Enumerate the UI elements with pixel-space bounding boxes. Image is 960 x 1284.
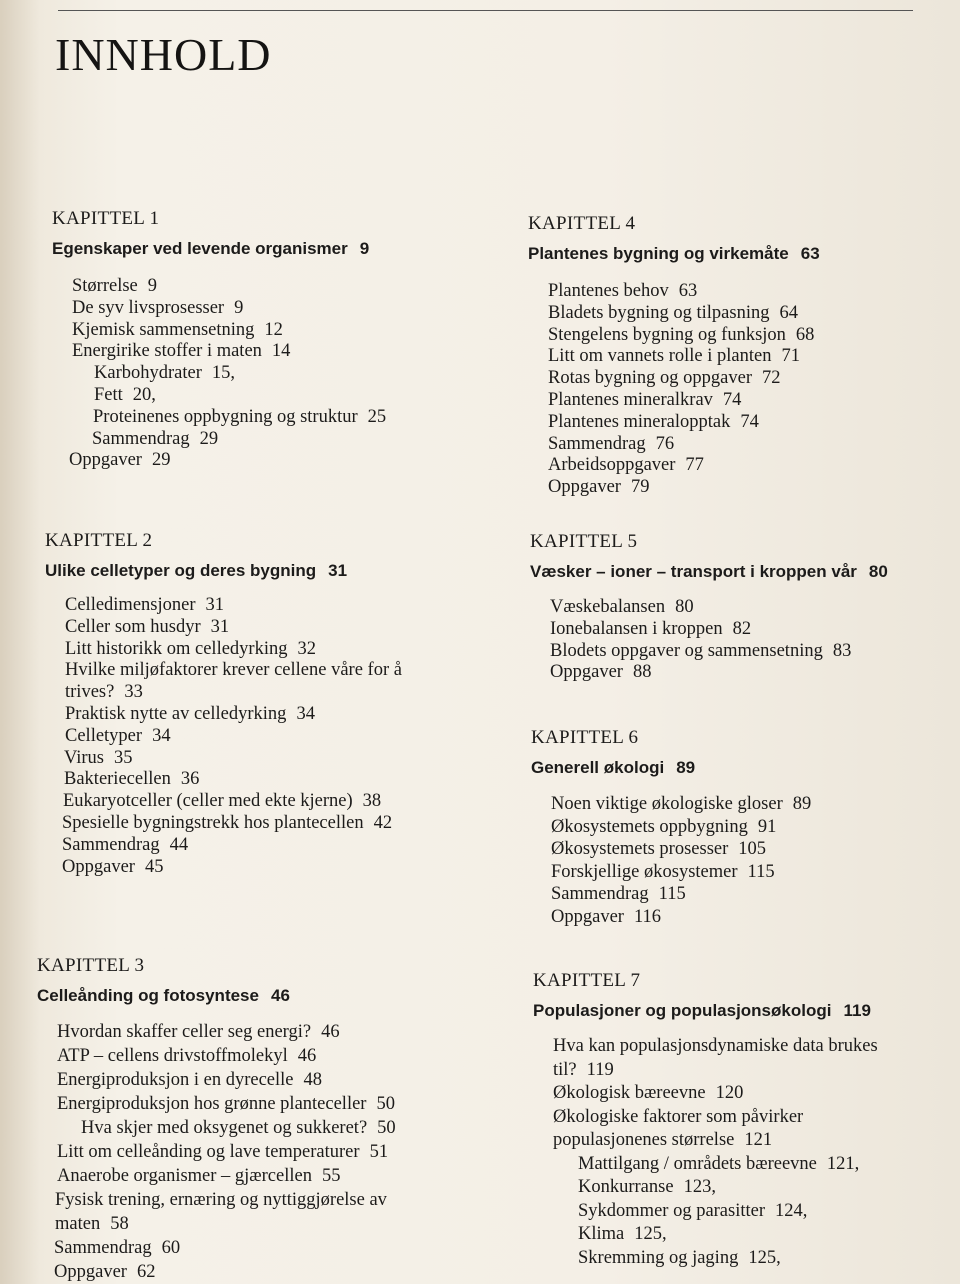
entry-page: 51: [369, 1142, 389, 1162]
toc-entry: [528, 325, 928, 347]
entry-text: Sammendrag: [92, 428, 190, 449]
chapter-label: KAPITTEL 1: [52, 208, 160, 229]
entry-text: Celletyper: [65, 725, 143, 746]
entry-text: Forskjellige økosystemer: [551, 861, 738, 882]
entry-page: 46: [297, 1046, 317, 1066]
entry-page: 115: [747, 861, 775, 882]
toc-entry: [45, 704, 465, 726]
entry-text: Væskebalansen: [550, 597, 666, 617]
entry-text: Karbohydrater: [94, 363, 202, 384]
toc-entry: [37, 1020, 477, 1044]
toc-entries: [531, 793, 931, 928]
entry-text: Sammendrag: [62, 834, 160, 855]
toc-entry: [528, 346, 928, 368]
toc-entry: [528, 455, 928, 477]
entry-page: 9: [147, 276, 158, 296]
entry-text: Celledimensjoner: [65, 595, 196, 615]
chapter-label: KAPITTEL 6: [531, 727, 639, 748]
entry-text: Celler som husdyr: [65, 616, 201, 637]
entry-text: Økologisk bæreevne: [553, 1083, 706, 1103]
entry-text: Rotas bygning og oppgaver: [548, 368, 752, 389]
entry-page: 58: [110, 1214, 129, 1234]
toc-entry: [37, 1188, 477, 1212]
toc-entry: [531, 838, 931, 861]
entry-text: Klima: [578, 1224, 625, 1244]
entry-text: Noen viktige økologiske gloser: [551, 794, 783, 814]
chapter-page-number: 89: [676, 758, 696, 777]
entry-page: 63: [678, 281, 698, 301]
entry-page: 125,: [748, 1247, 781, 1268]
entry-page: 64: [779, 302, 798, 323]
entry-page: 12: [264, 319, 283, 340]
entry-page: 88: [632, 662, 652, 683]
toc-subentry: [52, 363, 452, 385]
toc-entry: [530, 597, 940, 619]
entry-page: 25: [367, 406, 387, 427]
entry-text: trives?: [65, 682, 115, 703]
entry-page: 123,: [683, 1177, 716, 1197]
toc-entry: [528, 281, 928, 303]
toc-entry: [45, 813, 465, 835]
adjacent-page-edge: [0, 30, 18, 550]
entry-text: Sammendrag: [54, 1238, 152, 1258]
entry-page: 121,: [826, 1153, 860, 1174]
chapter-section: [530, 531, 940, 684]
chapter-label: KAPITTEL 5: [530, 531, 638, 552]
entry-text: Bakteriecellen: [64, 769, 171, 790]
page-title: INNHOLD: [55, 29, 272, 80]
entry-text: Anaerobe organismer – gjærcellen: [57, 1166, 312, 1186]
toc-subentry: [37, 1116, 477, 1140]
toc-entry: [52, 450, 452, 472]
entry-text: Litt om vannets rolle i planten: [548, 346, 772, 367]
entry-page: 44: [169, 834, 189, 855]
toc-entry: [45, 835, 465, 857]
entry-text: Plantenes mineralopptak: [548, 411, 731, 432]
entry-page: 50: [376, 1094, 395, 1114]
entry-page: 60: [161, 1238, 181, 1258]
toc-entry: [531, 793, 931, 816]
entry-text: Oppgaver: [551, 906, 624, 927]
entry-page: 72: [762, 368, 781, 389]
toc-entry: [37, 1212, 477, 1236]
entry-text: Oppgaver: [54, 1262, 127, 1282]
entry-page: 46: [321, 1022, 340, 1042]
entry-page: 120: [715, 1083, 744, 1103]
entry-text: til?: [553, 1059, 577, 1080]
entry-page: 36: [180, 769, 200, 790]
entry-text: Hvilke miljøfaktorer krever cellene våre for å: [65, 660, 402, 681]
entry-text: Plantenes mineralkrav: [548, 389, 713, 410]
entry-text: Sykdommer og parasitter: [578, 1200, 766, 1221]
entry-page: 35: [114, 747, 133, 768]
entry-page: 77: [685, 455, 704, 476]
chapter-label: KAPITTEL 2: [45, 530, 153, 551]
entry-text: Fysisk trening, ernæring og nyttiggjørelse av: [55, 1190, 387, 1210]
toc-entry: [37, 1260, 477, 1284]
entry-text: Spesielle bygningstrekk hos plantecellen: [62, 812, 364, 833]
entry-page: 68: [795, 324, 815, 345]
entry-page: 79: [630, 477, 650, 498]
chapter-title-text: Plantenes bygning og virkemåte: [528, 244, 789, 263]
entry-page: 115: [658, 884, 686, 904]
chapter-title: [37, 986, 477, 1006]
toc-entries: [528, 281, 928, 499]
entry-text: Oppgaver: [548, 477, 621, 498]
chapter-title: [45, 561, 465, 581]
toc-entry: [528, 434, 928, 456]
toc-entry: [37, 1164, 477, 1188]
entry-page: 119: [586, 1059, 614, 1080]
toc-entry: [45, 682, 465, 704]
chapter-page-number: 46: [270, 986, 290, 1005]
toc-entries: [37, 1020, 477, 1284]
entry-text: Oppgaver: [550, 662, 623, 683]
toc-entry: [533, 1059, 943, 1083]
entry-text: populasjonenes størrelse: [553, 1130, 735, 1150]
toc-entry: [530, 662, 940, 684]
entry-page: 29: [199, 428, 219, 449]
entry-page: 32: [297, 638, 316, 659]
chapter-label: KAPITTEL 4: [528, 213, 636, 234]
entry-page: 55: [321, 1166, 341, 1186]
entry-page: 31: [210, 616, 230, 637]
chapter-title: [533, 1001, 943, 1021]
toc-entry: [528, 368, 928, 390]
entry-page: 34: [296, 703, 315, 724]
entry-page: 116: [633, 906, 662, 927]
toc-subentry: [533, 1176, 943, 1200]
toc-entries: [533, 1035, 943, 1270]
entry-text: Oppgaver: [69, 450, 142, 471]
entry-text: Hvordan skaffer celler seg energi?: [57, 1022, 312, 1042]
entry-page: 121: [744, 1130, 773, 1150]
entry-text: Økologiske faktorer som påvirker: [553, 1106, 804, 1127]
toc-entry: [37, 1140, 477, 1164]
chapter-section: [528, 213, 928, 499]
entry-text: Stengelens bygning og funksjon: [548, 324, 786, 345]
toc-entry: [531, 816, 931, 839]
entry-text: Ionebalansen i kroppen: [550, 618, 723, 639]
chapter-section: [531, 727, 931, 928]
toc-entry: [528, 390, 928, 412]
toc-subentry: [533, 1247, 943, 1271]
toc-subentry: [52, 385, 452, 407]
entry-page: 33: [124, 682, 143, 703]
chapter-page-number: 31: [328, 561, 348, 580]
chapter-section: [52, 208, 452, 472]
chapter-page-number: 119: [843, 1001, 871, 1020]
toc-entry: [533, 1035, 943, 1059]
toc-entry: [530, 619, 940, 641]
entry-page: 20,: [132, 384, 156, 405]
entry-text: Økosystemets oppbygning: [551, 816, 748, 837]
entry-text: maten: [55, 1214, 101, 1234]
entry-page: 125,: [634, 1224, 667, 1244]
toc-entries: [45, 595, 465, 878]
entry-page: 14: [271, 341, 291, 362]
toc-entry: [530, 641, 940, 663]
toc-entry: [45, 726, 465, 748]
entry-text: De syv livsprosesser: [72, 297, 225, 318]
entry-page: 83: [832, 640, 852, 661]
chapter-section: [37, 955, 477, 1284]
entry-page: 31: [205, 595, 224, 615]
entry-text: Energiproduksjon hos grønne planteceller: [57, 1094, 367, 1114]
toc-subentry: [52, 429, 452, 451]
entry-text: Bladets bygning og tilpasning: [548, 302, 770, 323]
entry-page: 38: [362, 791, 382, 812]
chapter-page-number: 63: [800, 244, 820, 263]
entry-text: Plantenes behov: [548, 281, 669, 301]
chapter-page-number: 9: [359, 239, 370, 258]
toc-entry: [533, 1082, 943, 1106]
entry-text: Blodets oppgaver og sammensetning: [550, 640, 823, 661]
toc-entry: [533, 1106, 943, 1130]
chapter-title-text: Generell økologi: [531, 758, 665, 777]
toc-entry: [37, 1236, 477, 1260]
entry-page: 124,: [775, 1200, 808, 1221]
chapter-section: [45, 530, 465, 878]
toc-entry: [533, 1129, 943, 1153]
entry-text: Arbeidsoppgaver: [548, 455, 676, 476]
toc-entries: [52, 276, 452, 472]
toc-entry: [45, 857, 465, 879]
toc-entry: [45, 748, 465, 770]
chapter-section: [533, 970, 943, 1270]
entry-page: 74: [722, 389, 742, 410]
toc-entry: [528, 303, 928, 325]
toc-subentry: [52, 407, 452, 429]
toc-entry: [45, 639, 465, 661]
entry-page: 42: [373, 812, 393, 833]
entry-page: 48: [303, 1070, 322, 1090]
entry-text: ATP – cellens drivstoffmolekyl: [57, 1046, 288, 1066]
toc-entry: [37, 1092, 477, 1116]
entry-text: Størrelse: [72, 276, 138, 296]
toc-entry: [45, 769, 465, 791]
toc-entry: [528, 477, 928, 499]
toc-entry: [52, 320, 452, 342]
entry-page: 45: [144, 856, 164, 877]
chapter-title-text: Celleånding og fotosyntese: [37, 986, 259, 1005]
entry-text: Oppgaver: [62, 856, 135, 877]
entry-text: Virus: [64, 747, 104, 768]
chapter-title: [528, 244, 928, 264]
entry-page: 91: [757, 816, 777, 837]
entry-page: 74: [740, 411, 759, 432]
toc-entry: [45, 791, 465, 813]
entry-page: 9: [234, 297, 244, 318]
entry-text: Sammendrag: [548, 433, 646, 454]
toc-entry: [45, 595, 465, 617]
top-rule: [58, 10, 913, 11]
chapter-label: KAPITTEL 3: [37, 955, 145, 976]
toc-subentry: [533, 1153, 943, 1177]
toc-entry: [52, 341, 452, 363]
chapter-title-text: Populasjoner og populasjonsøkologi: [533, 1001, 832, 1020]
entry-page: 76: [655, 433, 675, 454]
toc-subentry: [533, 1200, 943, 1224]
toc-entry: [37, 1044, 477, 1068]
entry-text: Litt om celleånding og lave temperaturer: [57, 1142, 360, 1162]
toc-entry: [52, 276, 452, 298]
chapter-title: [531, 758, 931, 778]
toc-entry: [531, 906, 931, 929]
toc-entry: [531, 861, 931, 884]
chapter-title-text: Væsker – ioner – transport i kroppen vår: [530, 562, 857, 581]
chapter-page-number: 80: [868, 562, 888, 581]
chapter-label: KAPITTEL 7: [533, 970, 641, 991]
entry-text: Proteinenes oppbygning og struktur: [93, 406, 358, 427]
entry-text: Sammendrag: [551, 884, 649, 904]
chapter-title-text: Ulike celletyper og deres bygning: [45, 561, 317, 580]
entry-page: 34: [152, 725, 171, 746]
toc-subentry: [533, 1223, 943, 1247]
entry-page: 82: [732, 618, 752, 639]
entry-page: 105: [738, 839, 767, 859]
entry-page: 71: [781, 346, 800, 367]
entry-text: Mattilgang / områdets bæreevne: [578, 1153, 817, 1174]
entry-text: Litt historikk om celledyrking: [65, 638, 288, 659]
chapter-title: [52, 239, 452, 259]
entry-text: Økosystemets prosesser: [551, 839, 729, 859]
toc-entry: [528, 412, 928, 434]
entry-text: Energirike stoffer i maten: [72, 341, 262, 362]
entry-text: Konkurranse: [578, 1177, 674, 1197]
entry-text: Fett: [94, 384, 123, 405]
entry-text: Hva kan populasjonsdynamiske data brukes: [553, 1036, 878, 1056]
entry-text: Hva skjer med oksygenet og sukkeret?: [81, 1118, 368, 1138]
entry-page: 89: [792, 794, 812, 814]
chapter-title: [530, 562, 940, 582]
entry-page: 29: [151, 450, 171, 471]
toc-entry: [37, 1068, 477, 1092]
entry-text: Eukaryotceller (celler med ekte kjerne): [63, 791, 353, 812]
toc-entries: [530, 597, 940, 684]
entry-text: Energiproduksjon i en dyrecelle: [57, 1070, 294, 1090]
entry-text: Kjemisk sammensetning: [72, 319, 255, 340]
entry-page: 15,: [211, 363, 235, 384]
toc-entry: [45, 617, 465, 639]
entry-text: Skremming og jaging: [578, 1247, 739, 1268]
toc-entry: [45, 660, 465, 682]
entry-page: 62: [136, 1262, 156, 1282]
entry-page: 50: [377, 1118, 396, 1138]
entry-text: Praktisk nytte av celledyrking: [65, 703, 287, 724]
toc-entry: [52, 298, 452, 320]
toc-entry: [531, 883, 931, 906]
chapter-title-text: Egenskaper ved levende organismer: [52, 239, 348, 258]
entry-page: 80: [675, 597, 694, 617]
